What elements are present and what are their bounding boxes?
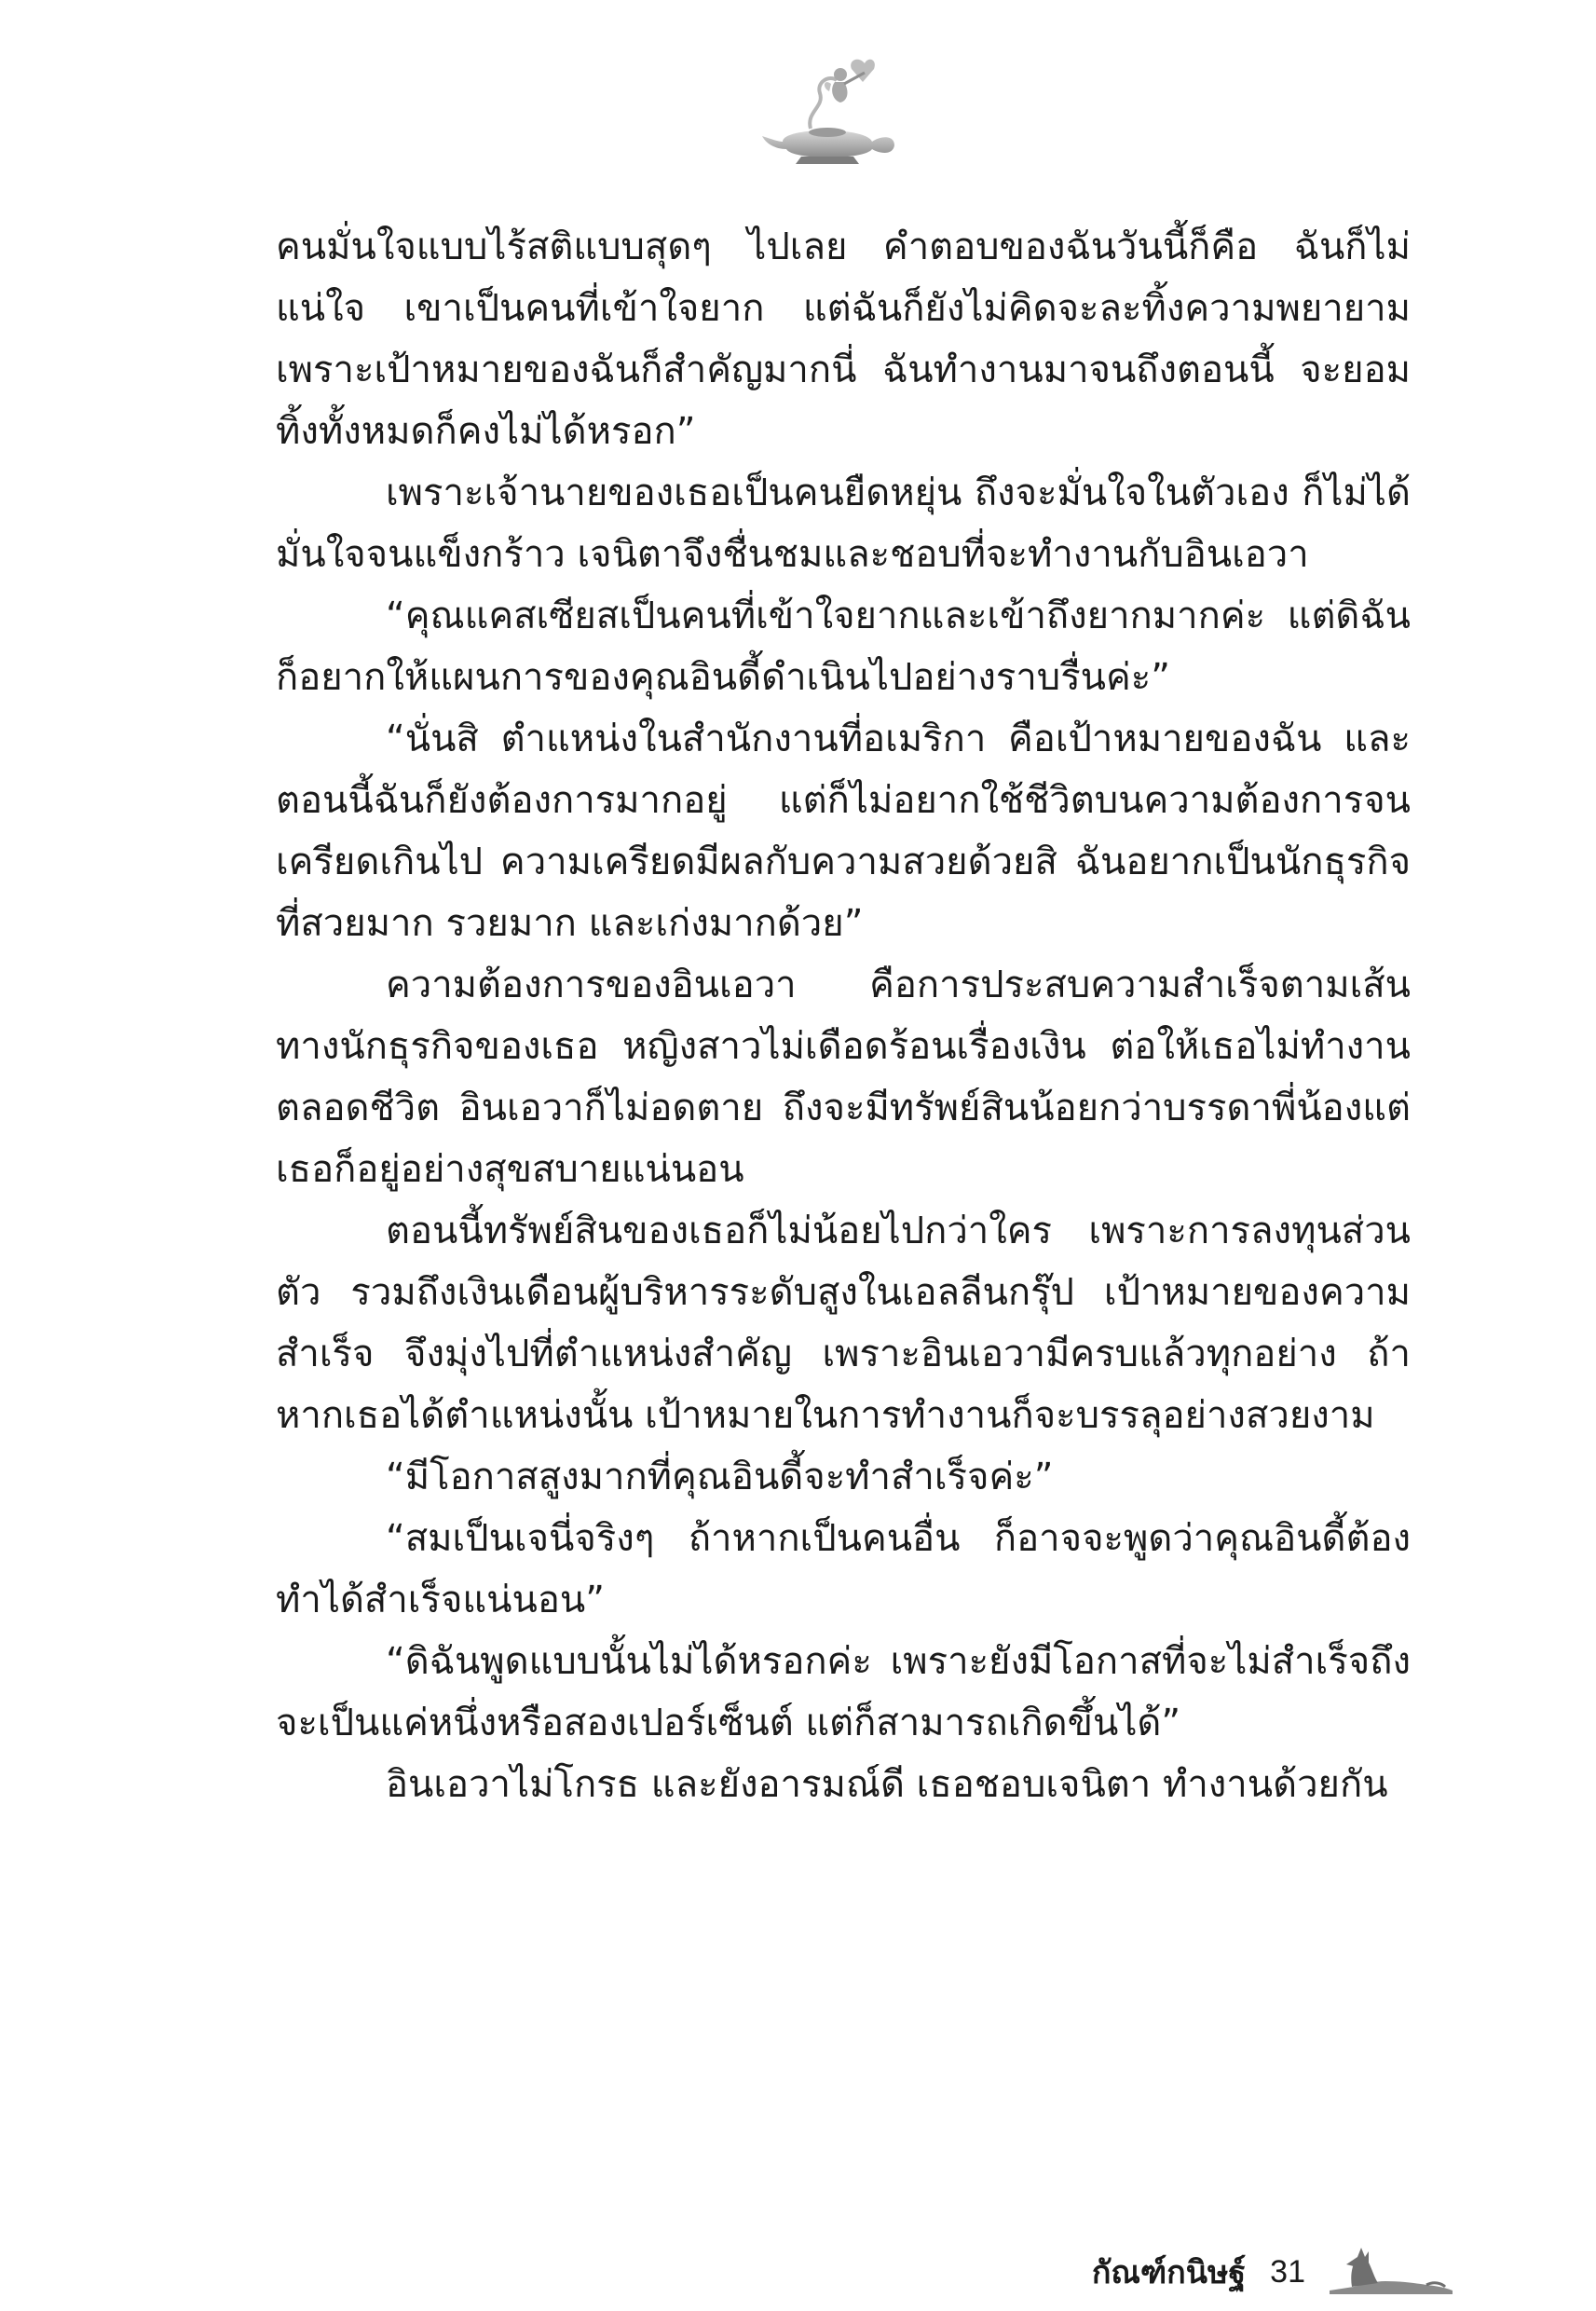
paragraph: “นั่นสิ ตำแหน่งในสำนักงานที่อเมริกา คือเป้าหมายของฉัน และตอนนี้ฉันก็ยังต้องการมากอยู่ แต่ก็ไม่อยากใช้ชีวิตบนความต้องการจนเครียดเกินไป ความเครียดมีผลกับความสวยด้วยสิ ฉันอยากเป็นนักธุรกิจที่สวยมาก รวยมาก และเก่งมากด้วย” [276, 718, 1411, 945]
page-number: 31 [1270, 2253, 1305, 2290]
page-footer [1092, 2244, 1456, 2300]
chapter-body [276, 216, 1411, 1815]
genie-lamp-with-cupid-icon [755, 56, 913, 168]
paragraph: ตอนนี้ทรัพย์สินของเธอก็ไม่น้อยไปกว่าใคร เพราะการลงทุนส่วนตัว รวมถึงเงินเดือนผู้บริหารระดับสูงในเอลลีนกรุ๊ป เป้าหมายของความสำเร็จ จึงมุ่งไปที่ตำแหน่งสำคัญ เพราะอินเอวามีครบแล้วทุกอย่าง ถ้าหากเธอได้ตำแหน่งนั้น เป้าหมายในการทำงานก็จะบรรลุอย่างสวยงาม [276, 1210, 1411, 1437]
paragraph: เพราะเจ้านายของเธอเป็นคนยืดหยุ่น ถึงจะมั่นใจในตัวเอง ก็ไม่ได้มั่นใจจนแข็งกร้าว เจนิตาจึงชื่นชมและชอบที่จะทำงานกับอินเอวา [276, 472, 1411, 576]
paragraph: “มีโอกาสสูงมากที่คุณอินดี้จะทำสำเร็จค่ะ” [386, 1456, 1054, 1498]
paragraph: “ดิฉันพูดแบบนั้นไม่ได้หรอกค่ะ เพราะยังมีโอกาสที่จะไม่สำเร็จถึงจะเป็นแค่หนึ่งหรือสองเปอร์เซ็นต์ แต่ก็สามารถเกิดขึ้นได้” [276, 1640, 1411, 1744]
paragraph: อินเอวาไม่โกรธ และยังอารมณ์ดี เธอชอบเจนิตา ทำงานด้วยกัน [386, 1763, 1388, 1806]
paragraph: ความต้องการของอินเอวา คือการประสบความสำเร็จตามเส้นทางนักธุรกิจของเธอ หญิงสาวไม่เดือดร้อนเรื่องเงิน ต่อให้เธอไม่ทำงานตลอดชีวิต อินเอวาก็ไม่อดตาย ถึงจะมีทรัพย์สินน้อยกว่าบรรดาพี่น้องแต่เธอก็อยู่อย่างสุขสบายแน่นอน [276, 964, 1411, 1191]
paragraph: “สมเป็นเจนี่จริงๆ ถ้าหากเป็นคนอื่น ก็อาจจะพูดว่าคุณอินดี้ต้องทำได้สำเร็จแน่นอน” [276, 1517, 1411, 1621]
lying-dog-icon [1326, 2244, 1456, 2300]
paragraph: “คุณแคสเซียสเป็นคนที่เข้าใจยากและเข้าถึงยากมากค่ะ แต่ดิฉันก็อยากให้แผนการของคุณอินดี้ดำเนินไปอย่างราบรื่นค่ะ” [276, 595, 1411, 699]
book-title: กัณฑ์กนิษฐ์ [1091, 2254, 1247, 2291]
paragraph: คนมั่นใจแบบไร้สติแบบสุดๆ ไปเลย คำตอบของฉันวันนี้ก็คือ ฉันก็ไม่แน่ใจ เขาเป็นคนที่เข้าใจยาก แต่ฉันก็ยังไม่คิดจะละทิ้งความพยายาม เพราะเป้าหมายของฉันก็สำคัญมากนี่ ฉันทำงานมาจนถึงตอนนี้ จะยอมทิ้งทั้งหมดก็คงไม่ได้หรอก” [276, 226, 1411, 453]
